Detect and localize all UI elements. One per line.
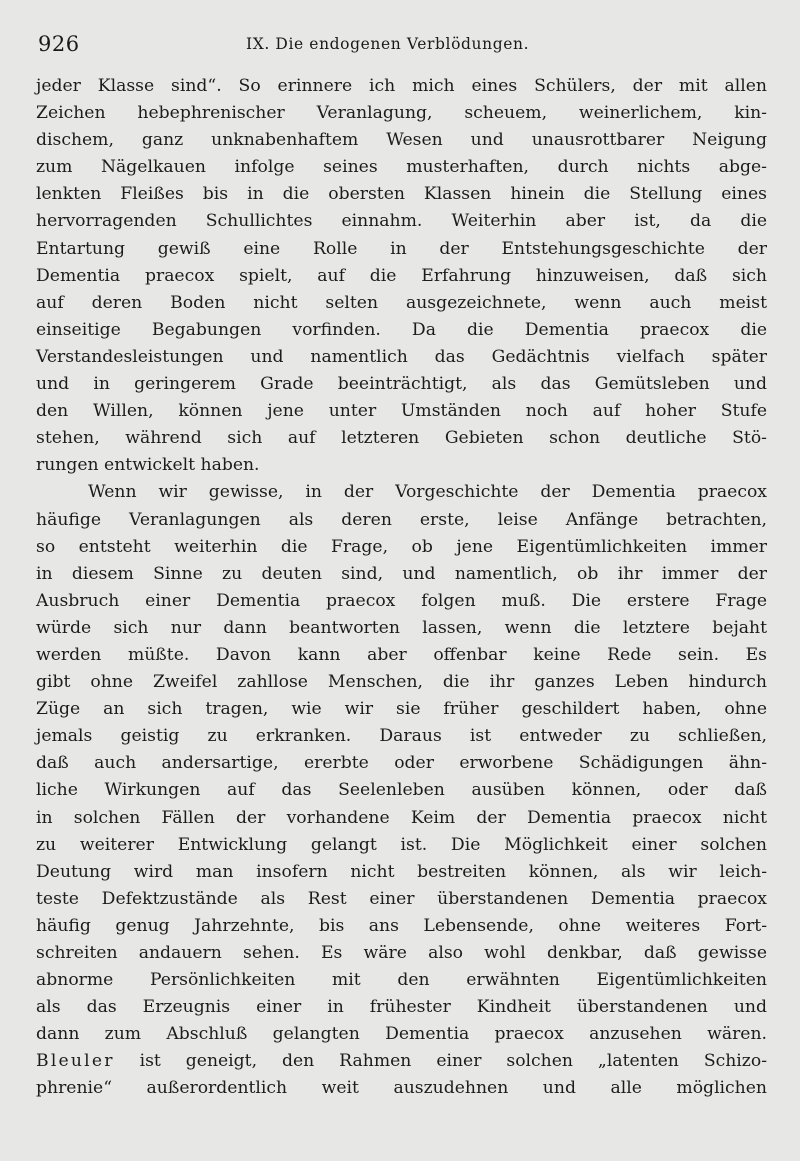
page-header [38,32,766,62]
text-line: Züge an sich tragen, wie wir sie früher geschildert haben, ohne [36,699,767,720]
body-text [36,73,767,1103]
text-line: phrenie“ außerordentlich weit auszudehnen und alle möglichen [36,1078,767,1099]
text-line: schreiten andauern sehen. Es wäre also wohl denkbar, daß gewisse [36,943,767,963]
text-line: und in geringerem Grade beeinträchtigt, als das Gemütsleben und [36,374,767,395]
text-line: als das Erzeugnis einer in frühester Kindheit überstandenen und [36,997,767,1018]
text-line: in diesem Sinne zu deuten sind, und namentlich, ob ihr immer der [36,563,767,584]
text-line: zum Nägelkauen infolge seines musterhaften, durch nichts abge- [36,157,767,178]
text-line: Dementia praecox spielt, auf die Erfahrung hinzuweisen, daß sich [36,265,767,286]
text-line: Ausbruch einer Dementia praecox folgen muß. Die erstere Frage [36,590,767,611]
text-line: stehen, während sich auf letzteren Gebieten schon deutliche Stö- [36,428,767,449]
text-line: in solchen Fällen der vorhandene Keim der Dementia praecox nicht [36,807,767,828]
text-line: dann zum Abschluß gelangten Dementia praecox anzusehen wären. [36,1024,767,1045]
text-line: liche Wirkungen auf das Seelenleben ausüben können, oder daß [36,780,767,801]
text-line: häufig genug Jahrzehnte, bis ans Lebensende, ohne weiteres Fort- [36,915,767,936]
author-name-bleuler: Bleuler [36,1051,115,1072]
text-line: Entartung gewiß eine Rolle in der Entstehungsgeschichte der [36,238,767,259]
text-line: Verstandesleistungen und namentlich das Gedächtnis vielfach später [36,346,767,367]
text-line: lenkten Fleißes bis in die obersten Klassen hinein die Stellung eines [36,184,767,205]
text-line: jeder Klasse sind“. So erinnere ich mich eines Schülers, der mit allen [36,76,767,96]
text-line: so entsteht weiterhin die Frage, ob jene Eigentümlichkeiten immer [36,536,767,557]
text-line: dischem, ganz unknabenhaftem Wesen und unausrottbarer Neigung [36,130,767,151]
page-number: 926 [38,32,80,56]
paragraph-start-line: Wenn wir gewisse, in der Vorgeschichte der Dementia praecox [88,482,767,503]
text-line: gibt ohne Zweifel zahllose Menschen, die ihr ganzes Leben hindurch [36,672,767,693]
paragraph-end-line: rungen entwickelt haben. [36,455,260,476]
bleuler-line-rest: ist geneigt, den Rahmen einer solchen „latenten Schizo- [114,1051,767,1072]
text-line: einseitige Begabungen vorfinden. Da die Dementia praecox die [36,319,767,340]
text-line: auf deren Boden nicht selten ausgezeichnete, wenn auch meist [36,292,767,313]
text-line: Zeichen hebephrenischer Veranlagung, scheuem, weinerlichem, kin- [36,103,767,124]
text-line: teste Defektzustände als Rest einer überstandenen Dementia praecox [36,888,767,909]
bleuler-line [36,1048,767,1075]
running-head: IX. Die endogenen Verblödungen. [246,35,530,53]
text-line: würde sich nur dann beantworten lassen, wenn die letztere bejaht [36,617,767,638]
text-line: den Willen, können jene unter Umständen noch auf hoher Stufe [36,401,767,422]
text-line: Deutung wird man insofern nicht bestreiten können, als wir leich- [36,861,767,882]
text-line: häufige Veranlagungen als deren erste, leise Anfänge betrachten, [36,509,767,530]
text-line: werden müßte. Davon kann aber offenbar keine Rede sein. Es [36,644,767,665]
text-line: daß auch andersartige, ererbte oder erworbene Schädigungen ähn- [36,753,767,774]
text-line: jemals geistig zu erkranken. Daraus ist entweder zu schließen, [36,726,767,747]
text-line: zu weiterer Entwicklung gelangt ist. Die Möglichkeit einer solchen [36,834,767,855]
text-line: abnorme Persönlichkeiten mit den erwähnten Eigentümlichkeiten [36,970,767,991]
text-line: hervorragenden Schullichtes einnahm. Weiterhin aber ist, da die [36,211,767,232]
